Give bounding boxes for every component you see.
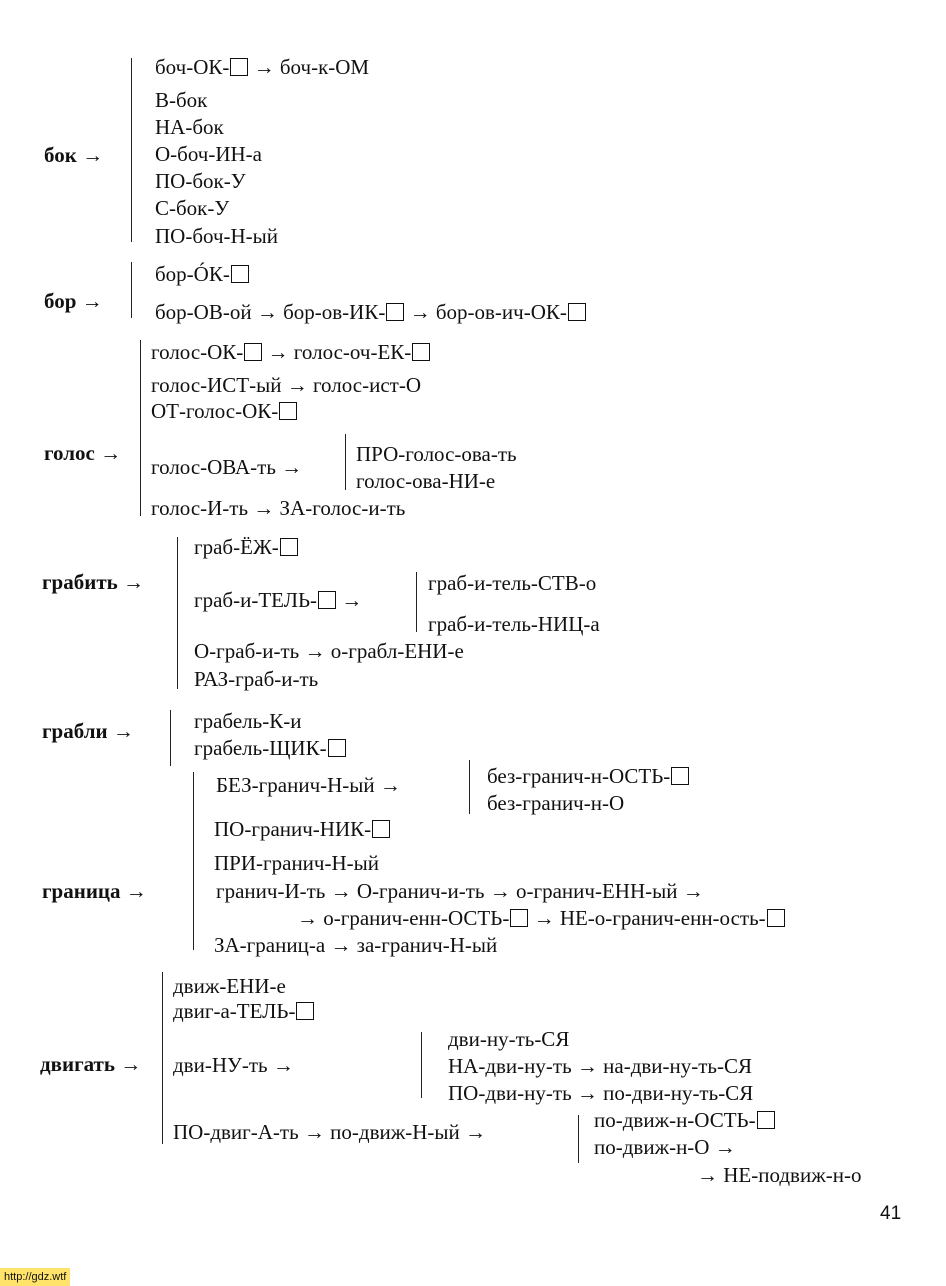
zero-ending-box	[231, 265, 249, 283]
bracket-line	[177, 537, 178, 689]
zero-ending-box	[244, 343, 262, 361]
bracket-line	[193, 772, 194, 950]
derivation-line: по-движ-н-О →	[594, 1135, 736, 1159]
bracket-line	[416, 572, 417, 632]
derivation-line: боч-ОК- → боч-к-ОМ	[155, 55, 370, 79]
derivation-line: О-граб-и-ть → о-грабл-ЕНИ-е	[194, 639, 464, 663]
zero-ending-box	[767, 909, 785, 927]
zero-ending-box	[230, 58, 248, 76]
derivation-line: О-боч-ИН-а	[155, 142, 262, 166]
bracket-line	[162, 972, 163, 1144]
derivation-line: бор-ОВ-ой → бор-ов-ИК- → бор-ов-ич-ОК-	[155, 302, 586, 323]
entry-head-bor: бор →	[44, 289, 103, 313]
zero-ending-box	[328, 739, 346, 757]
zero-ending-box	[510, 909, 528, 927]
derivation-line: НА-дви-ну-ть → на-дви-ну-ть-СЯ	[448, 1054, 753, 1078]
bracket-line	[140, 340, 141, 516]
page-number: 41	[880, 1203, 902, 1224]
derivation-line: ПО-бок-У	[155, 169, 246, 193]
entry-head-bok: бок →	[44, 143, 104, 167]
zero-ending-box	[280, 538, 298, 556]
zero-ending-box	[318, 591, 336, 609]
derivation-line: двиг-а-ТЕЛЬ-	[173, 1001, 314, 1022]
derivation-line: бор-ÓК-	[155, 264, 249, 285]
watermark-link[interactable]: http://gdz.wtf	[0, 1268, 70, 1286]
derivation-line: ЗА-границ-а → за-гранич-Н-ый	[214, 933, 498, 957]
bracket-line	[131, 58, 132, 242]
derivation-line: гранич-И-ть → О-гранич-и-ть → о-гранич-ЕНН-ый →	[216, 879, 704, 903]
zero-ending-box	[296, 1002, 314, 1020]
bracket-line	[421, 1032, 422, 1098]
derivation-line: без-гранич-н-О	[487, 791, 625, 815]
entry-head-grabli: грабли →	[42, 719, 134, 743]
derivation-line: ПРО-голос-ова-ть	[356, 442, 517, 466]
derivation-line: граб-и-тель-СТВ-о	[428, 571, 597, 595]
derivation-line: граб-и-тель-НИЦ-а	[428, 612, 600, 636]
derivation-line: ПО-дви-ну-ть → по-дви-ну-ть-СЯ	[448, 1081, 754, 1105]
derivation-line: → о-гранич-енн-ОСТЬ- → НЕ-о-гранич-енн-ость-	[297, 908, 785, 929]
derivation-line: по-движ-н-ОСТЬ-	[594, 1110, 775, 1131]
derivation-line: голос-ИСТ-ый → голос-ист-О	[151, 373, 421, 397]
derivation-line: дви-НУ-ть →	[173, 1053, 294, 1077]
derivation-line: дви-ну-ть-СЯ	[448, 1027, 570, 1051]
derivation-line: ПО-боч-Н-ый	[155, 224, 279, 248]
zero-ending-box	[568, 303, 586, 321]
derivation-line: ПРИ-гранич-Н-ый	[214, 851, 379, 875]
derivation-line: граб-ЁЖ-	[194, 537, 298, 558]
entry-head-grabit: грабить →	[42, 570, 144, 594]
zero-ending-box	[412, 343, 430, 361]
entry-head-golos: голос →	[44, 441, 122, 465]
derivation-line: голос-ОК- → голос-оч-ЕК-	[151, 342, 430, 363]
derivation-line: ОТ-голос-ОК-	[151, 401, 297, 422]
entry-head-dvigat: двигать →	[40, 1052, 142, 1076]
derivation-line: ПО-двиг-А-ть → по-движ-Н-ый →	[173, 1120, 487, 1144]
entry-head-granitsa: граница →	[42, 879, 147, 903]
derivation-line: БЕЗ-гранич-Н-ый →	[216, 773, 401, 797]
derivation-line: В-бок	[155, 88, 208, 112]
zero-ending-box	[757, 1111, 775, 1129]
bracket-line	[469, 760, 470, 814]
derivation-line: грабель-К-и	[194, 709, 302, 733]
zero-ending-box	[671, 767, 689, 785]
derivation-line: голос-ова-НИ-е	[356, 469, 496, 493]
derivation-line: голос-ОВА-ть →	[151, 455, 303, 479]
derivation-line: без-гранич-н-ОСТЬ-	[487, 766, 689, 787]
zero-ending-box	[279, 402, 297, 420]
derivation-line: ПО-гранич-НИК-	[214, 819, 390, 840]
derivation-line: грабель-ЩИК-	[194, 738, 346, 759]
derivation-line: → НЕ-подвиж-н-о	[697, 1163, 862, 1187]
derivation-line: С-бок-У	[155, 196, 230, 220]
bracket-line	[345, 434, 346, 490]
derivation-line: голос-И-ть → ЗА-голос-и-ть	[151, 496, 406, 520]
bracket-line	[578, 1115, 579, 1163]
derivation-line: граб-и-ТЕЛЬ- →	[194, 588, 363, 612]
derivation-line: движ-ЕНИ-е	[173, 974, 286, 998]
bracket-line	[170, 710, 171, 766]
derivation-line: НА-бок	[155, 115, 224, 139]
zero-ending-box	[372, 820, 390, 838]
zero-ending-box	[386, 303, 404, 321]
bracket-line	[131, 262, 132, 318]
derivation-line: РАЗ-граб-и-ть	[194, 667, 319, 691]
